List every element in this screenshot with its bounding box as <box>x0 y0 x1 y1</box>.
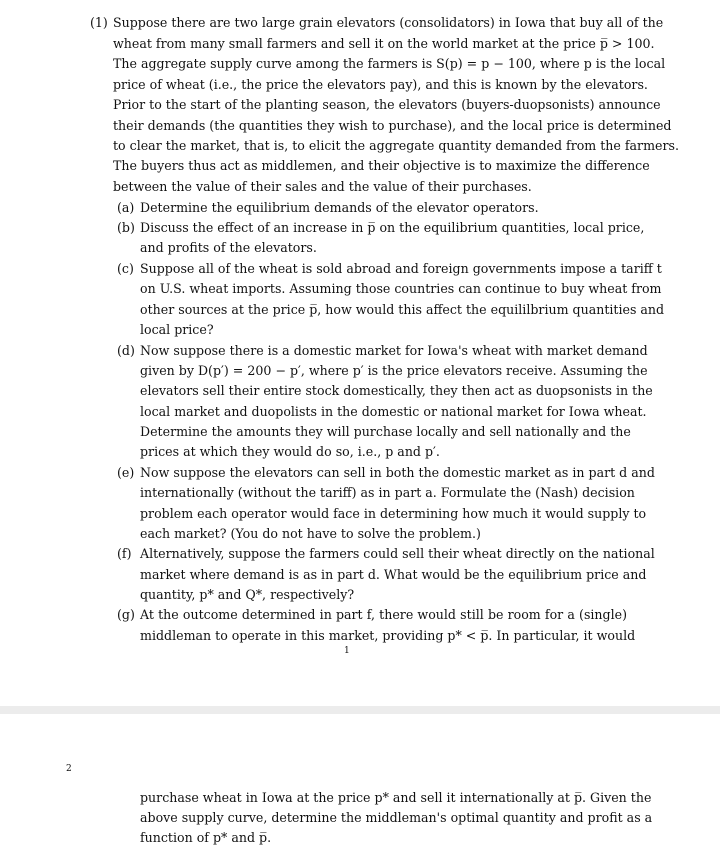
part-c-line: other sources at the price p̅, how would this affect the equililbrium quantities and <box>140 302 665 317</box>
part-f-line: market where demand is as in part d. What would be the equilibrium price and <box>140 567 647 582</box>
part-a-label: (a) <box>117 200 135 215</box>
document-page-2 <box>0 714 720 855</box>
continuation-line: function of p* and p̅. <box>140 830 272 845</box>
part-d-line: Determine the amounts they will purchase locally and sell nationally and the <box>140 424 631 439</box>
part-d-line: elevators sell their entire stock domestically, they then act as duopsonists in the <box>140 383 653 398</box>
part-e-line: each market? (You do not have to solve the problem.) <box>140 526 481 541</box>
part-c-label: (c) <box>117 261 134 276</box>
part-c-line: on U.S. wheat imports. Assuming those countries can continue to buy wheat from <box>140 281 662 296</box>
part-e-line: Now suppose the elevators can sell in both the domestic market as in part d and <box>140 465 655 480</box>
intro-line: The aggregate supply curve among the farmers is S(p) = p − 100, where p is the local <box>113 56 666 71</box>
part-d-line: prices at which they would do so, i.e., p and p′. <box>140 444 440 459</box>
question-number: (1) <box>90 15 108 30</box>
part-d-label: (d) <box>117 343 135 358</box>
page-number: 2 <box>66 764 72 774</box>
intro-line: their demands (the quantities they wish to purchase), and the local price is determined <box>113 118 672 133</box>
intro-line: wheat from many small farmers and sell it on the world market at the price p̅ > 100. <box>113 36 655 51</box>
part-d-line: local market and duopolists in the domestic or national market for Iowa wheat. <box>140 404 647 419</box>
part-c-line: Suppose all of the wheat is sold abroad and foreign governments impose a tariff t <box>140 261 662 276</box>
part-g-line: At the outcome determined in part f, there would still be room for a (single) <box>140 607 627 622</box>
part-b-line: and profits of the elevators. <box>140 240 317 255</box>
part-f-label: (f) <box>117 546 132 561</box>
part-b-label: (b) <box>117 220 135 235</box>
intro-line: to clear the market, that is, to elicit the aggregate quantity demanded from the farmers. <box>113 138 679 153</box>
intro-line: Suppose there are two large grain elevators (consolidators) in Iowa that buy all of the <box>113 15 664 30</box>
page-separator <box>0 706 720 714</box>
part-e-label: (e) <box>117 465 135 480</box>
part-b-line: Discuss the effect of an increase in p̅ on the equilibrium quantities, local price, <box>140 220 645 235</box>
part-d-line: given by D(p′) = 200 − p′, where p′ is the price elevators receive. Assuming the <box>140 363 648 378</box>
part-e-line: internationally (without the tariff) as in part a. Formulate the (Nash) decision <box>140 485 635 500</box>
intro-line: price of wheat (i.e., the price the elevators pay), and this is known by the elevators. <box>113 77 648 92</box>
continuation-line: above supply curve, determine the middleman's optimal quantity and profit as a <box>140 810 653 825</box>
part-d-line: Now suppose there is a domestic market for Iowa's wheat with market demand <box>140 343 648 358</box>
part-e-line: problem each operator would face in determining how much it would supply to <box>140 506 647 521</box>
part-f-line: quantity, p* and Q*, respectively? <box>140 587 355 602</box>
page-number: 1 <box>344 646 350 656</box>
part-a-line: Determine the equilibrium demands of the elevator operators. <box>140 200 539 215</box>
continuation-line: purchase wheat in Iowa at the price p* and sell it internationally at p̅. Given the <box>140 790 652 805</box>
part-g-label: (g) <box>117 607 135 622</box>
part-g-line: middleman to operate in this market, providing p* < p̅. In particular, it would <box>140 628 636 643</box>
intro-line: between the value of their sales and the value of their purchases. <box>113 179 532 194</box>
part-c-line: local price? <box>140 322 214 337</box>
intro-line: Prior to the start of the planting season, the elevators (buyers-duopsonists) announce <box>113 97 661 112</box>
part-f-line: Alternatively, suppose the farmers could sell their wheat directly on the national <box>140 546 655 561</box>
intro-line: The buyers thus act as middlemen, and their objective is to maximize the difference <box>113 158 650 173</box>
